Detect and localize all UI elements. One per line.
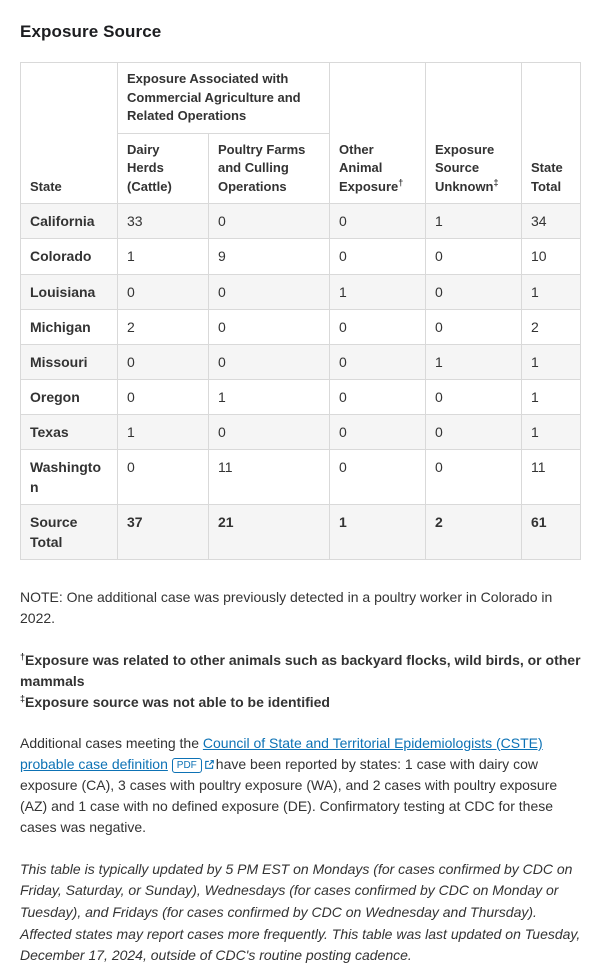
cell-other-animal: 0 — [330, 414, 426, 449]
cell-other-animal: 1 — [330, 274, 426, 309]
cell-dairy: 2 — [118, 309, 209, 344]
col-header-state: State — [21, 63, 118, 204]
cell-poultry: 0 — [209, 414, 330, 449]
footnote-dagger — [20, 650, 583, 692]
col-group-header-commercial-agriculture: Exposure Associated with Commercial Agriculture and Related Operations — [118, 63, 330, 134]
cell-dairy: 33 — [118, 204, 209, 239]
cell-other-animal: 0 — [330, 449, 426, 504]
cell-unknown: 0 — [426, 274, 522, 309]
dagger-symbol: † — [20, 650, 26, 661]
row-header-state: Oregon — [21, 379, 118, 414]
dagger-superscript: † — [398, 177, 404, 188]
cell-poultry-total: 21 — [209, 504, 330, 559]
col-header-poultry-farms: Poultry Farms and Culling Operations — [209, 133, 330, 204]
cell-other-animal-total: 1 — [330, 504, 426, 559]
pdf-badge[interactable]: PDF — [172, 758, 202, 773]
cell-dairy: 0 — [118, 344, 209, 379]
table-header — [21, 63, 581, 204]
row-header-source-total: Source Total — [21, 504, 118, 559]
cste-probable-case-definition-link[interactable]: Council of State and Territorial Epidemiologists (CSTE) probable case definition — [20, 734, 543, 772]
row-header-state: Michigan — [21, 309, 118, 344]
cell-grand-total: 61 — [522, 504, 581, 559]
cell-unknown: 0 — [426, 239, 522, 274]
cell-other-animal: 0 — [330, 239, 426, 274]
cell-unknown: 1 — [426, 204, 522, 239]
cell-state-total: 11 — [522, 449, 581, 504]
cell-poultry: 0 — [209, 204, 330, 239]
cell-poultry: 0 — [209, 309, 330, 344]
text-after-link: have been reported by states: 1 case with dairy cow exposure (CA), 3 cases with poultry exposure (WA), and 2 cases with poultry exposure (AZ) and 1 case with no defined exposure (DE). Confirmatory testing at CDC for these cases was negative. — [20, 755, 558, 835]
row-header-state: Missouri — [21, 344, 118, 379]
cell-poultry: 9 — [209, 239, 330, 274]
cell-other-animal: 0 — [330, 309, 426, 344]
col-header-dairy-herds: Dairy Herds (Cattle) — [118, 133, 209, 204]
note-paragraph: NOTE: One additional case was previously detected in a poultry worker in Colorado in 2022. — [20, 588, 553, 626]
cell-unknown: 0 — [426, 414, 522, 449]
cell-unknown: 0 — [426, 309, 522, 344]
update-notice-paragraph: This table is typically updated by 5 PM EST on Mondays (for cases confirmed by CDC on Friday, Saturday, or Sunday), Wednesdays (for cases confirmed by CDC on Monday or Tuesday), and Fridays (for cases confirmed by CDC on Wednesday and Thursday). Affected states may report cases more frequently. This table was last updated on Tuesday, December 17, 2024, outside of CDC's routine posting cadence. — [20, 860, 581, 964]
cell-unknown: 1 — [426, 344, 522, 379]
cell-dairy: 1 — [118, 239, 209, 274]
cell-state-total: 1 — [522, 414, 581, 449]
footnote-dagger-text: Exposure was related to other animals such as backyard flocks, wild birds, or other mammals — [20, 651, 581, 689]
text-before-link: Additional cases meeting the — [20, 734, 199, 751]
table-row-texas — [21, 414, 581, 449]
col-header-other-animal-label: Other Animal Exposure — [339, 141, 399, 194]
cell-state-total: 1 — [522, 379, 581, 414]
cell-other-animal: 0 — [330, 204, 426, 239]
col-header-state-total: State Total — [522, 63, 581, 204]
cell-poultry: 1 — [209, 379, 330, 414]
exposure-source-table — [20, 62, 581, 560]
col-header-unknown-label: Exposure Source Unknown — [435, 141, 495, 194]
cell-poultry: 11 — [209, 449, 330, 504]
col-header-exposure-source-unknown — [426, 63, 522, 204]
cell-state-total: 2 — [522, 309, 581, 344]
external-link-icon — [204, 759, 215, 770]
row-header-state: California — [21, 204, 118, 239]
table-row-source-total — [21, 504, 581, 559]
cell-other-animal: 0 — [330, 344, 426, 379]
col-header-other-animal-exposure — [330, 63, 426, 204]
table-row-oregon — [21, 379, 581, 414]
cell-state-total: 1 — [522, 344, 581, 379]
table-row-louisiana — [21, 274, 581, 309]
cell-dairy: 1 — [118, 414, 209, 449]
cell-unknown: 0 — [426, 449, 522, 504]
cell-dairy: 0 — [118, 379, 209, 414]
cell-other-animal: 0 — [330, 379, 426, 414]
table-row-colorado — [21, 239, 581, 274]
footnotes-block — [20, 650, 583, 713]
double-dagger-superscript: ‡ — [493, 177, 499, 188]
table-row-missouri — [21, 344, 581, 379]
footnote-double-dagger — [20, 692, 583, 713]
table-row-california — [21, 204, 581, 239]
cell-dairy: 0 — [118, 274, 209, 309]
cell-dairy: 0 — [118, 449, 209, 504]
double-dagger-symbol: ‡ — [20, 692, 26, 703]
cell-poultry: 0 — [209, 344, 330, 379]
row-header-state: Colorado — [21, 239, 118, 274]
table-row-washington — [21, 449, 581, 504]
cell-unknown: 0 — [426, 379, 522, 414]
page-title: Exposure Source — [20, 22, 162, 41]
table-row-michigan — [21, 309, 581, 344]
cell-state-total: 10 — [522, 239, 581, 274]
footnote-double-dagger-text: Exposure source was not able to be identified — [25, 693, 330, 710]
cell-dairy-total: 37 — [118, 504, 209, 559]
row-header-state: Texas — [21, 414, 118, 449]
row-header-state: Washington — [21, 449, 118, 504]
row-header-state: Louisiana — [21, 274, 118, 309]
cell-poultry: 0 — [209, 274, 330, 309]
cell-state-total: 34 — [522, 204, 581, 239]
additional-cases-paragraph — [20, 733, 583, 838]
cell-state-total: 1 — [522, 274, 581, 309]
cell-unknown-total: 2 — [426, 504, 522, 559]
